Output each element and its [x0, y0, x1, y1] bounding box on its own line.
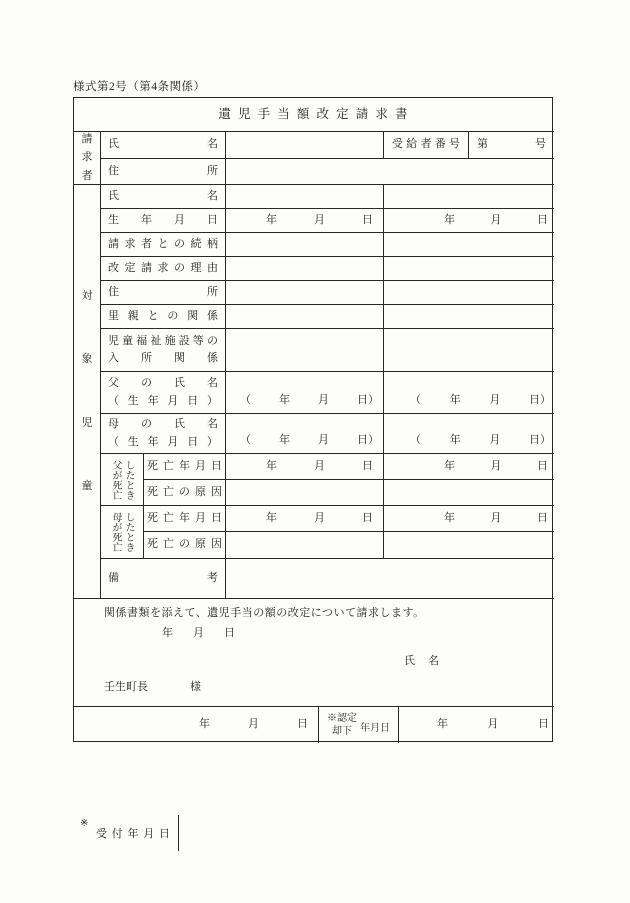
facility-admission-field-2[interactable]	[384, 329, 554, 372]
father-death-cause-label: 死亡の原因	[144, 480, 226, 506]
father-death-cause-field-1[interactable]	[226, 480, 384, 506]
revision-reason-label: 改定請求の理由	[101, 257, 226, 281]
mother-death-date-field-2[interactable]	[384, 506, 554, 532]
year-unit: 年	[449, 433, 461, 446]
child-section-label	[74, 185, 101, 599]
month-unit: 月	[318, 433, 329, 446]
facility-admission-label: 児童福祉施設等の 入所関係	[101, 329, 226, 372]
day-unit: 日	[224, 627, 235, 639]
month-unit: 月	[314, 213, 325, 226]
mother-death-date-label: 死亡年月日	[144, 506, 226, 532]
mother-birthdate-field-2[interactable]	[384, 414, 554, 454]
office-decision-date-field[interactable]	[399, 707, 554, 743]
mother-death-label	[101, 506, 144, 559]
month-unit: 月	[489, 433, 501, 446]
claimant-name-label: 氏名	[101, 132, 226, 159]
day-close-paren: 日）	[357, 433, 379, 446]
day-unit: 日	[297, 718, 308, 731]
mother-death-cause-field-1[interactable]	[226, 532, 384, 559]
child-birthdate-field-2[interactable]	[384, 209, 554, 233]
year-unit: 年	[437, 718, 448, 731]
day-close-paren: 日）	[528, 433, 551, 446]
honorific: 様	[190, 681, 201, 693]
child-address-label: 住所	[101, 281, 226, 305]
child-relation-label: 請求者との続柄	[101, 233, 226, 257]
year-unit: 年	[199, 718, 210, 731]
year-unit: 年	[444, 511, 455, 524]
claimant-section-char: 者	[81, 169, 93, 182]
foster-relation-field-1[interactable]	[226, 305, 384, 329]
month-unit: 月	[314, 511, 325, 524]
father-death-date-field-2[interactable]	[384, 454, 554, 480]
father-name-label: 父の氏名 （生年月日）	[101, 372, 226, 414]
father-death-label-col1: 父が死亡	[110, 459, 121, 500]
declaration-section	[74, 599, 554, 707]
mother-death-cause-field-2[interactable]	[384, 532, 554, 559]
mother-death-label-col2: したとき	[123, 512, 134, 552]
month-unit: 月	[318, 393, 329, 406]
year-unit: 年	[279, 433, 290, 446]
mother-name-label: 母の氏名 （生年月日）	[101, 414, 226, 454]
child-birthdate-label: 生年月日	[101, 209, 226, 233]
open-paren: （	[240, 433, 251, 446]
month-unit: 月	[193, 627, 204, 639]
child-name-label: 氏名	[101, 185, 226, 209]
month-unit: 月	[490, 511, 502, 524]
day-unit: 日	[537, 213, 548, 226]
father-death-cause-field-2[interactable]	[384, 480, 554, 506]
father-death-label-col2: したとき	[123, 459, 134, 500]
office-use-mark: ※	[80, 818, 89, 829]
year-unit: 年	[266, 511, 277, 524]
child-section-char: 児	[81, 416, 93, 429]
year-unit: 年	[162, 627, 173, 639]
recipient-number-label: 受給者番号	[384, 132, 469, 159]
year-unit: 年	[279, 393, 290, 406]
day-unit: 日	[362, 213, 373, 226]
form-table	[73, 97, 553, 840]
revision-reason-field-2[interactable]	[384, 257, 554, 281]
declaration-date-line[interactable]	[162, 627, 235, 640]
day-close-paren: 日）	[357, 393, 379, 406]
father-birthdate-field-2[interactable]	[384, 372, 554, 414]
claimant-section-char: 請	[81, 133, 93, 146]
mother-death-cause-label: 死亡の原因	[144, 532, 226, 559]
child-section-char: 童	[81, 479, 93, 492]
month-unit: 月	[490, 213, 502, 226]
claimant-section-label	[74, 132, 101, 185]
foster-relation-field-2[interactable]	[384, 305, 554, 329]
month-unit: 月	[489, 393, 501, 406]
day-unit: 日	[362, 459, 373, 472]
decision-date-suffix: 年月日	[360, 722, 390, 734]
year-unit: 年	[266, 213, 277, 226]
child-birthdate-field-1[interactable]	[226, 209, 384, 233]
claimant-section-char: 求	[81, 151, 93, 164]
father-birthdate-field-1[interactable]	[226, 372, 384, 414]
claimant-name-field[interactable]	[226, 132, 384, 159]
number-prefix: 第	[477, 138, 488, 151]
claimant-address-label: 住所	[101, 159, 226, 185]
month-unit: 月	[487, 718, 499, 731]
father-death-label	[101, 454, 144, 506]
office-received-date-field[interactable]	[179, 707, 319, 743]
day-unit: 日	[537, 459, 548, 472]
year-unit: 年	[444, 213, 455, 226]
decision-approve-label: ※認定	[327, 713, 357, 724]
recipient-number-field[interactable]	[469, 132, 554, 159]
day-close-paren: 日）	[528, 393, 551, 406]
child-name-field-2[interactable]	[384, 185, 554, 209]
child-address-field-2[interactable]	[384, 281, 554, 305]
father-death-date-field-1[interactable]	[226, 454, 384, 480]
claimant-address-field[interactable]	[226, 159, 554, 185]
month-unit: 月	[490, 459, 502, 472]
office-received-date-label: ※ 受付年月日	[74, 815, 179, 851]
number-suffix: 号	[535, 138, 546, 151]
remarks-label: 備考	[101, 559, 226, 599]
day-unit: 日	[537, 511, 548, 524]
form-number-note: 様式第2号（第4条関係）	[73, 81, 206, 93]
declaration-statement: 関係書類を添えて、遺児手当の額の改定について請求します。	[104, 607, 425, 619]
day-unit: 日	[538, 718, 549, 731]
month-unit: 月	[248, 718, 259, 731]
child-section-char: 象	[81, 353, 93, 366]
addressee-line	[104, 681, 201, 694]
open-paren: （	[410, 433, 421, 446]
father-death-date-label: 死亡年月日	[144, 454, 226, 480]
child-relation-field-1[interactable]	[226, 233, 384, 257]
office-decision-date-label	[319, 707, 399, 743]
child-address-field-1[interactable]	[226, 281, 384, 305]
form-title: 遺 児 手 当 額 改 定 請 求 書	[74, 98, 554, 132]
day-unit: 日	[362, 511, 373, 524]
mother-death-label-col1: 母が死亡	[110, 512, 121, 552]
open-paren: （	[240, 393, 251, 406]
facility-admission-field-1[interactable]	[226, 329, 384, 372]
revision-reason-field-1[interactable]	[226, 257, 384, 281]
decision-reject-label: 却下	[332, 726, 352, 737]
year-unit: 年	[266, 459, 277, 472]
child-section-char: 対	[81, 290, 93, 303]
mother-death-date-field-1[interactable]	[226, 506, 384, 532]
year-unit: 年	[449, 393, 461, 406]
month-unit: 月	[314, 459, 325, 472]
child-relation-field-2[interactable]	[384, 233, 554, 257]
declaration-name-label[interactable]: 氏 名	[404, 655, 440, 667]
remarks-field[interactable]	[226, 559, 554, 599]
year-unit: 年	[444, 459, 455, 472]
foster-relation-label: 里親との関係	[101, 305, 226, 329]
mayor-name: 壬生町長	[104, 681, 148, 693]
open-paren: （	[410, 393, 421, 406]
mother-birthdate-field-1[interactable]	[226, 414, 384, 454]
decision-approve-reject-label	[327, 712, 357, 738]
child-name-field-1[interactable]	[226, 185, 384, 209]
